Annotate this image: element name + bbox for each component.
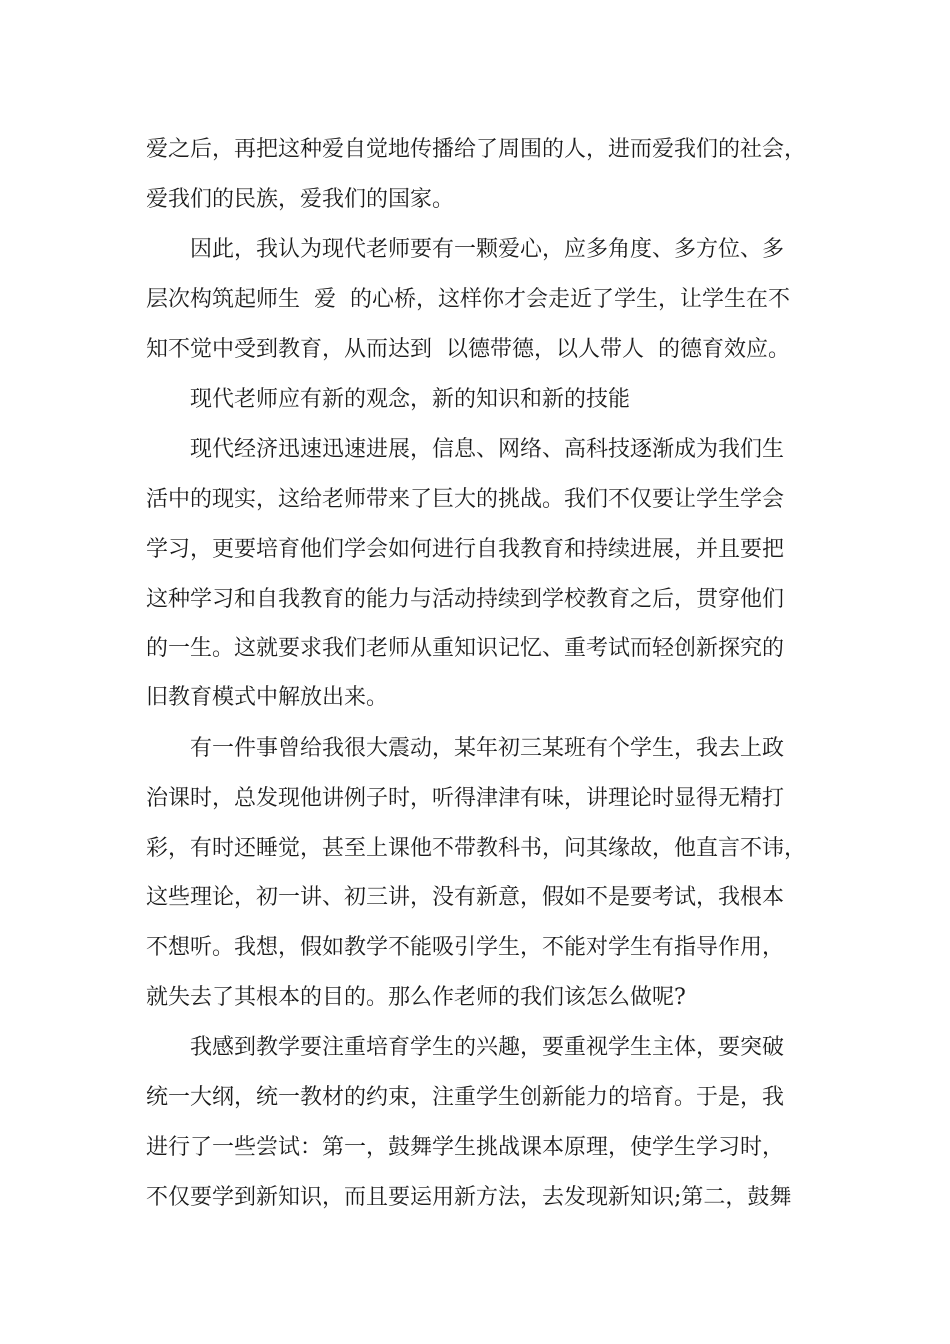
text-line: 活中的现实，这给老师带来了巨大的挑战。我们不仅要让学生学会 (146, 487, 785, 512)
text-line: 彩，有时还睡觉，甚至上课他不带教科书，问其缘故，他直言不讳， (146, 836, 807, 861)
text-line: 不仅要学到新知识，而且要运用新方法，去发现新知识;第二，鼓舞 (146, 1185, 792, 1210)
text-line: 知不觉中受到教育，从而达到 以德带德，以人带人 的德育效应。 (146, 337, 790, 362)
text-line: 治课时，总发现他讲例子时，听得津津有味，讲理论时显得无精打 (146, 786, 785, 811)
text-line: 就失去了其根本的目的。那么作老师的我们该怎么做呢? (146, 985, 686, 1010)
text-line: 统一大纲，统一教材的约束，注重学生创新能力的培育。于是，我 (146, 1085, 785, 1110)
text-line: 这些理论，初一讲、初三讲，没有新意，假如不是要考试，我根本 (146, 885, 785, 910)
text-line: 爱之后，再把这种爱自觉地传播给了周围的人，进而爱我们的社会， (146, 137, 807, 162)
text-line: 的一生。这就要求我们老师从重知识记忆、重考试而轻创新探究的 (146, 636, 785, 661)
text-line: 学习，更要培育他们学会如何进行自我教育和持续进展，并且要把 (146, 537, 785, 562)
text-line: 旧教育模式中解放出来。 (146, 685, 389, 710)
text-line: 进行了一些尝试：第一，鼓舞学生挑战课本原理，使学生学习时， (146, 1135, 785, 1160)
paragraph-start-line: 现代经济迅速迅速进展，信息、网络、高科技逐渐成为我们生 (190, 437, 785, 462)
paragraph-start-line: 因此，我认为现代老师要有一颗爱心，应多角度、多方位、多 (190, 237, 785, 262)
section-heading: 现代老师应有新的观念，新的知识和新的技能 (190, 387, 631, 412)
text-line: 这种学习和自我教育的能力与活动持续到学校教育之后，贯穿他们 (146, 587, 785, 612)
text-line: 不想听。我想，假如教学不能吸引学生，不能对学生有指导作用， (146, 935, 785, 960)
paragraph-start-line: 有一件事曾给我很大震动，某年初三某班有个学生，我去上政 (190, 736, 785, 761)
text-line: 爱我们的民族，爱我们的国家。 (146, 187, 455, 212)
text-line: 层次构筑起师生 爱 的心桥，这样你才会走近了学生，让学生在不 (146, 287, 790, 312)
paragraph-start-line: 我感到教学要注重培育学生的兴趣，要重视学生主体，要突破 (190, 1035, 785, 1060)
